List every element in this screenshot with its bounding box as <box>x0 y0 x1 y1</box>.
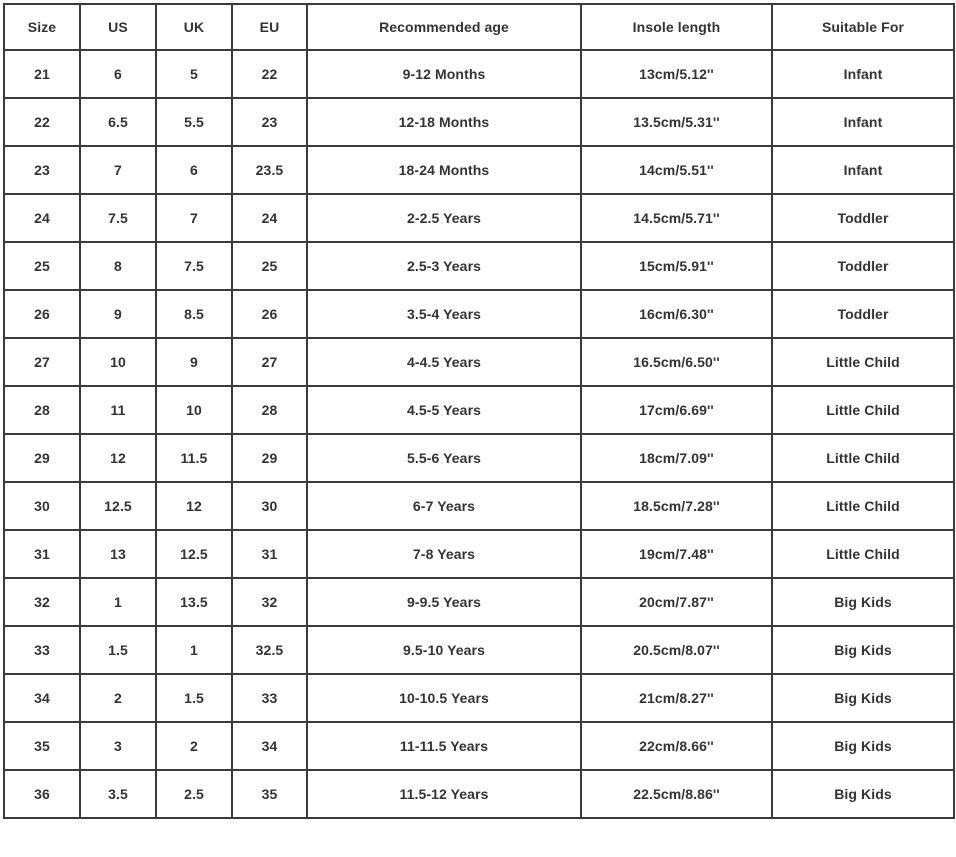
cell-recommended-age: 4.5-5 Years <box>307 386 581 434</box>
table-row <box>4 290 954 338</box>
cell-recommended-age: 4-4.5 Years <box>307 338 581 386</box>
cell-suitable-for: Big Kids <box>772 626 954 674</box>
cell-us: 1.5 <box>80 626 156 674</box>
table-row <box>4 722 954 770</box>
cell-uk: 7 <box>156 194 232 242</box>
cell-us: 6 <box>80 50 156 98</box>
table-row <box>4 146 954 194</box>
cell-recommended-age: 10-10.5 Years <box>307 674 581 722</box>
cell-suitable-for: Big Kids <box>772 722 954 770</box>
cell-insole-length: 18.5cm/7.28'' <box>581 482 772 530</box>
cell-suitable-for: Toddler <box>772 290 954 338</box>
cell-insole-length: 20cm/7.87'' <box>581 578 772 626</box>
cell-eu: 30 <box>232 482 307 530</box>
cell-insole-length: 16.5cm/6.50'' <box>581 338 772 386</box>
cell-size: 30 <box>4 482 80 530</box>
cell-uk: 11.5 <box>156 434 232 482</box>
cell-eu: 35 <box>232 770 307 818</box>
cell-insole-length: 13cm/5.12'' <box>581 50 772 98</box>
cell-uk: 5 <box>156 50 232 98</box>
cell-size: 22 <box>4 98 80 146</box>
cell-recommended-age: 2-2.5 Years <box>307 194 581 242</box>
cell-suitable-for: Toddler <box>772 194 954 242</box>
cell-recommended-age: 9-12 Months <box>307 50 581 98</box>
table-row <box>4 50 954 98</box>
cell-insole-length: 21cm/8.27'' <box>581 674 772 722</box>
cell-us: 1 <box>80 578 156 626</box>
cell-uk: 6 <box>156 146 232 194</box>
cell-insole-length: 18cm/7.09'' <box>581 434 772 482</box>
table-row <box>4 674 954 722</box>
cell-size: 32 <box>4 578 80 626</box>
cell-suitable-for: Big Kids <box>772 770 954 818</box>
cell-eu: 23.5 <box>232 146 307 194</box>
cell-insole-length: 22cm/8.66'' <box>581 722 772 770</box>
cell-recommended-age: 5.5-6 Years <box>307 434 581 482</box>
cell-us: 6.5 <box>80 98 156 146</box>
cell-recommended-age: 11-11.5 Years <box>307 722 581 770</box>
cell-uk: 2 <box>156 722 232 770</box>
cell-us: 7.5 <box>80 194 156 242</box>
cell-suitable-for: Infant <box>772 50 954 98</box>
cell-us: 13 <box>80 530 156 578</box>
cell-size: 33 <box>4 626 80 674</box>
table-header <box>4 4 954 50</box>
table-row <box>4 434 954 482</box>
cell-us: 3.5 <box>80 770 156 818</box>
cell-insole-length: 19cm/7.48'' <box>581 530 772 578</box>
cell-suitable-for: Little Child <box>772 482 954 530</box>
cell-eu: 31 <box>232 530 307 578</box>
cell-size: 29 <box>4 434 80 482</box>
table-row <box>4 194 954 242</box>
column-header-us: US <box>80 4 156 50</box>
cell-uk: 13.5 <box>156 578 232 626</box>
cell-eu: 27 <box>232 338 307 386</box>
cell-eu: 32 <box>232 578 307 626</box>
cell-insole-length: 22.5cm/8.86'' <box>581 770 772 818</box>
cell-uk: 5.5 <box>156 98 232 146</box>
cell-recommended-age: 9.5-10 Years <box>307 626 581 674</box>
cell-suitable-for: Little Child <box>772 338 954 386</box>
cell-eu: 25 <box>232 242 307 290</box>
cell-eu: 22 <box>232 50 307 98</box>
cell-us: 9 <box>80 290 156 338</box>
cell-eu: 29 <box>232 434 307 482</box>
cell-uk: 1 <box>156 626 232 674</box>
cell-suitable-for: Little Child <box>772 386 954 434</box>
cell-eu: 23 <box>232 98 307 146</box>
cell-uk: 8.5 <box>156 290 232 338</box>
cell-size: 28 <box>4 386 80 434</box>
cell-recommended-age: 18-24 Months <box>307 146 581 194</box>
cell-eu: 28 <box>232 386 307 434</box>
cell-suitable-for: Big Kids <box>772 674 954 722</box>
cell-uk: 9 <box>156 338 232 386</box>
cell-recommended-age: 12-18 Months <box>307 98 581 146</box>
cell-eu: 26 <box>232 290 307 338</box>
cell-insole-length: 20.5cm/8.07'' <box>581 626 772 674</box>
table-row <box>4 626 954 674</box>
table-row <box>4 482 954 530</box>
table-row <box>4 338 954 386</box>
cell-uk: 12.5 <box>156 530 232 578</box>
cell-insole-length: 14cm/5.51'' <box>581 146 772 194</box>
cell-size: 21 <box>4 50 80 98</box>
header-row <box>4 4 954 50</box>
cell-insole-length: 14.5cm/5.71'' <box>581 194 772 242</box>
cell-suitable-for: Infant <box>772 146 954 194</box>
cell-uk: 7.5 <box>156 242 232 290</box>
column-header-suitable-for: Suitable For <box>772 4 954 50</box>
cell-eu: 33 <box>232 674 307 722</box>
cell-size: 36 <box>4 770 80 818</box>
cell-uk: 10 <box>156 386 232 434</box>
table-row <box>4 578 954 626</box>
cell-suitable-for: Little Child <box>772 530 954 578</box>
column-header-size: Size <box>4 4 80 50</box>
cell-insole-length: 15cm/5.91'' <box>581 242 772 290</box>
cell-recommended-age: 6-7 Years <box>307 482 581 530</box>
cell-eu: 24 <box>232 194 307 242</box>
column-header-uk: UK <box>156 4 232 50</box>
cell-size: 35 <box>4 722 80 770</box>
cell-us: 10 <box>80 338 156 386</box>
cell-size: 27 <box>4 338 80 386</box>
cell-recommended-age: 11.5-12 Years <box>307 770 581 818</box>
column-header-eu: EU <box>232 4 307 50</box>
cell-uk: 12 <box>156 482 232 530</box>
cell-uk: 2.5 <box>156 770 232 818</box>
cell-insole-length: 16cm/6.30'' <box>581 290 772 338</box>
cell-size: 31 <box>4 530 80 578</box>
cell-eu: 32.5 <box>232 626 307 674</box>
cell-uk: 1.5 <box>156 674 232 722</box>
cell-us: 12 <box>80 434 156 482</box>
cell-recommended-age: 7-8 Years <box>307 530 581 578</box>
cell-us: 2 <box>80 674 156 722</box>
table-row <box>4 242 954 290</box>
table-row <box>4 98 954 146</box>
cell-size: 24 <box>4 194 80 242</box>
table-row <box>4 530 954 578</box>
size-table-body <box>4 50 954 818</box>
table-row <box>4 386 954 434</box>
column-header-recommended-age: Recommended age <box>307 4 581 50</box>
cell-size: 34 <box>4 674 80 722</box>
cell-eu: 34 <box>232 722 307 770</box>
cell-recommended-age: 9-9.5 Years <box>307 578 581 626</box>
cell-recommended-age: 3.5-4 Years <box>307 290 581 338</box>
cell-size: 25 <box>4 242 80 290</box>
cell-suitable-for: Infant <box>772 98 954 146</box>
cell-suitable-for: Little Child <box>772 434 954 482</box>
cell-size: 26 <box>4 290 80 338</box>
cell-us: 7 <box>80 146 156 194</box>
cell-recommended-age: 2.5-3 Years <box>307 242 581 290</box>
cell-us: 3 <box>80 722 156 770</box>
cell-suitable-for: Toddler <box>772 242 954 290</box>
cell-us: 11 <box>80 386 156 434</box>
cell-size: 23 <box>4 146 80 194</box>
cell-insole-length: 13.5cm/5.31'' <box>581 98 772 146</box>
cell-us: 12.5 <box>80 482 156 530</box>
column-header-insole-length: Insole length <box>581 4 772 50</box>
table-row <box>4 770 954 818</box>
cell-suitable-for: Big Kids <box>772 578 954 626</box>
cell-us: 8 <box>80 242 156 290</box>
cell-insole-length: 17cm/6.69'' <box>581 386 772 434</box>
shoe-size-chart-table <box>3 3 955 819</box>
